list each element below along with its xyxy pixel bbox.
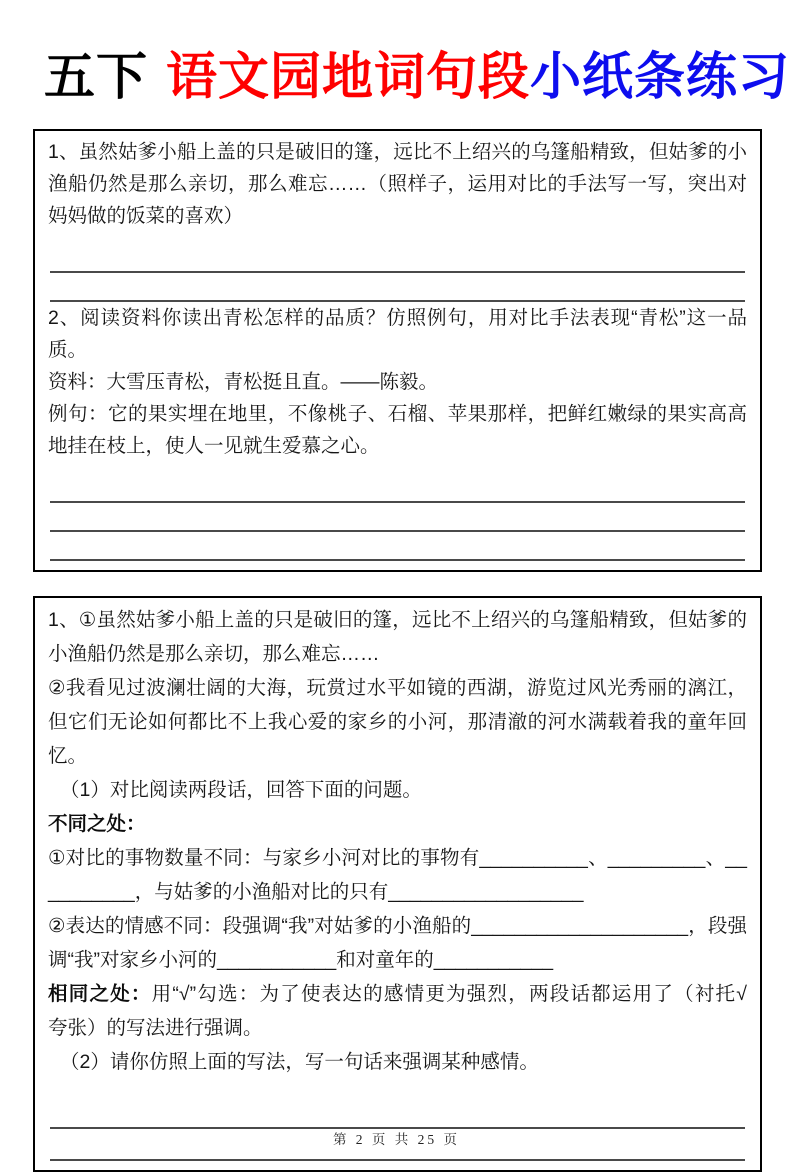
answer-line xyxy=(50,244,745,273)
paragraph-lead: 不同之处： xyxy=(48,813,146,836)
paragraph: 资料：大雪压青松，青松挺且直。——陈毅。 xyxy=(48,371,439,394)
paragraph-lead: 相同之处： xyxy=(48,983,152,1006)
paragraph: 1、①虽然姑爹小船上盖的只是破旧的篷，远比不上绍兴的乌篷船精致，但姑爹的小渔船仍然是那么亲切，那么难忘…… xyxy=(48,609,747,666)
paragraph: 相同之处：用“√”勾选：为了使表达的感情更为强烈，两段话都运用了（衬托√ 夸张）的写法进行强调。 xyxy=(48,983,786,1040)
paragraph: （2）请你仿照上面的写法，写一句话来强调某种感情。 xyxy=(60,1051,539,1074)
paragraph: ②表达的情感不同：段强调“我”对姑爹的小渔船的____________________，段强调“我”对家乡小河的___________和对童年的___________ xyxy=(48,915,747,972)
exercise-box-2 xyxy=(33,596,786,1172)
paragraph: （1）对比阅读两段话，回答下面的问题。 xyxy=(60,779,422,802)
paragraph xyxy=(48,807,747,841)
answer-line xyxy=(50,273,745,302)
answer-line xyxy=(50,474,745,503)
title-topic: 语文园地词句段 xyxy=(166,48,531,105)
answer-line xyxy=(50,1097,745,1129)
title-grade: 五下 xyxy=(44,48,149,105)
title-suffix: 小纸条练习 xyxy=(530,48,791,105)
page-title xyxy=(44,48,793,105)
paragraph: ①对比的事物数量不同：与家乡小河对比的事物有__________、_________、__________，与姑爹的小渔船对比的只有__________________ xyxy=(48,847,747,904)
paragraph: 例句：它的果实埋在地里，不像桃子、石榴、苹果那样，把鲜红嫩绿的果实高高地挂在枝上，使人一见就生爱慕之心。 xyxy=(48,403,747,458)
paragraph: 1、虽然姑爹小船上盖的只是破旧的篷，远比不上绍兴的乌篷船精致，但姑爹的小渔船仍然是那么亲切，那么难忘……（照样子，运用对比的手法写一写，突出对妈妈做的饭菜的喜欢） xyxy=(48,141,747,228)
paragraph: ②我看见过波澜壮阔的大海，玩赏过水平如镜的西湖，游览过风光秀丽的漓江，但它们无论如何都比不上我心爱的家乡的小河，那清澈的河水满载着我的童年回忆。 xyxy=(48,677,747,768)
page-footer xyxy=(0,1128,793,1148)
answer-line xyxy=(50,532,745,561)
page-number: 第 2 页 共 25 页 xyxy=(332,1132,461,1147)
paragraph: 2、阅读资料你读出青松怎样的品质？仿照例句，用对比手法表现“青松”这一品质。 xyxy=(48,307,747,362)
answer-line xyxy=(50,503,745,532)
exercise-box-1 xyxy=(33,129,762,572)
